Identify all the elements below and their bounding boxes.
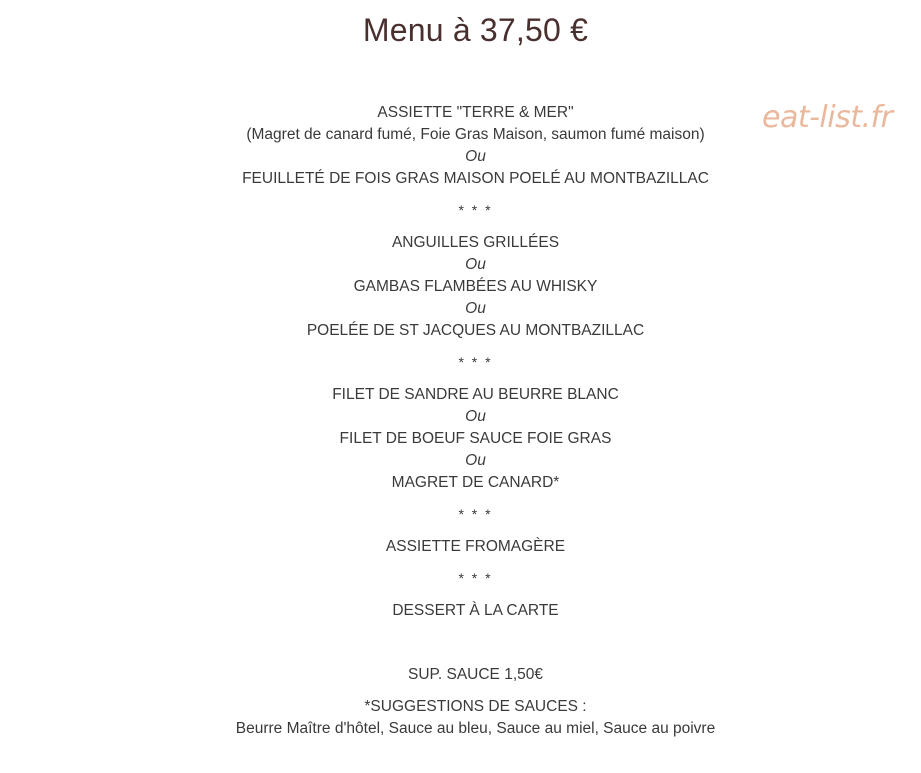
or-separator: Ou [465, 148, 486, 165]
plat-item-filet-boeuf: FILET DE BOEUF SAUCE FOIE GRAS [339, 430, 612, 447]
plat-item-gambas: GAMBAS FLAMBÉES AU WHISKY [353, 278, 598, 295]
dessert-item: DESSERT À LA CARTE [392, 602, 559, 619]
or-separator: Ou [465, 256, 486, 273]
sauce-supplement: SUP. SAUCE 1,50€ [408, 666, 543, 683]
plat-item-st-jacques: POELÉE DE ST JACQUES AU MONTBAZILLAC [306, 322, 645, 339]
sauce-suggestions-list: Beurre Maître d'hôtel, Sauce au bleu, Sauce au miel, Sauce au poivre [235, 720, 716, 737]
or-separator: Ou [465, 300, 486, 317]
or-separator: Ou [465, 408, 486, 425]
course-separator: * * * [458, 354, 493, 370]
plat-item-anguilles: ANGUILLES GRILLÉES [391, 234, 560, 251]
plat-item-magret: MAGRET DE CANARD* [391, 474, 560, 491]
watermark-logo: eat-list.fr [762, 100, 893, 135]
or-separator: Ou [465, 452, 486, 469]
plat-item-sandre: FILET DE SANDRE AU BEURRE BLANC [332, 386, 619, 403]
fromage-item: ASSIETTE FROMAGÈRE [385, 538, 566, 555]
sauce-suggestions-title: *SUGGESTIONS DE SAUCES : [364, 698, 587, 715]
entree-item-feuillete: FEUILLETÉ DE FOIS GRAS MAISON POELÉ AU MONTBAZILLAC [242, 170, 709, 187]
entree-item-assiette-terre-mer: ASSIETTE "TERRE & MER" [377, 104, 574, 121]
course-separator: * * * [458, 202, 493, 218]
course-separator: * * * [458, 506, 493, 522]
entree-item-detail: (Magret de canard fumé, Foie Gras Maison, saumon fumé maison) [246, 126, 705, 143]
course-separator: * * * [458, 570, 493, 586]
menu-title: Menu à 37,50 € [362, 12, 589, 48]
